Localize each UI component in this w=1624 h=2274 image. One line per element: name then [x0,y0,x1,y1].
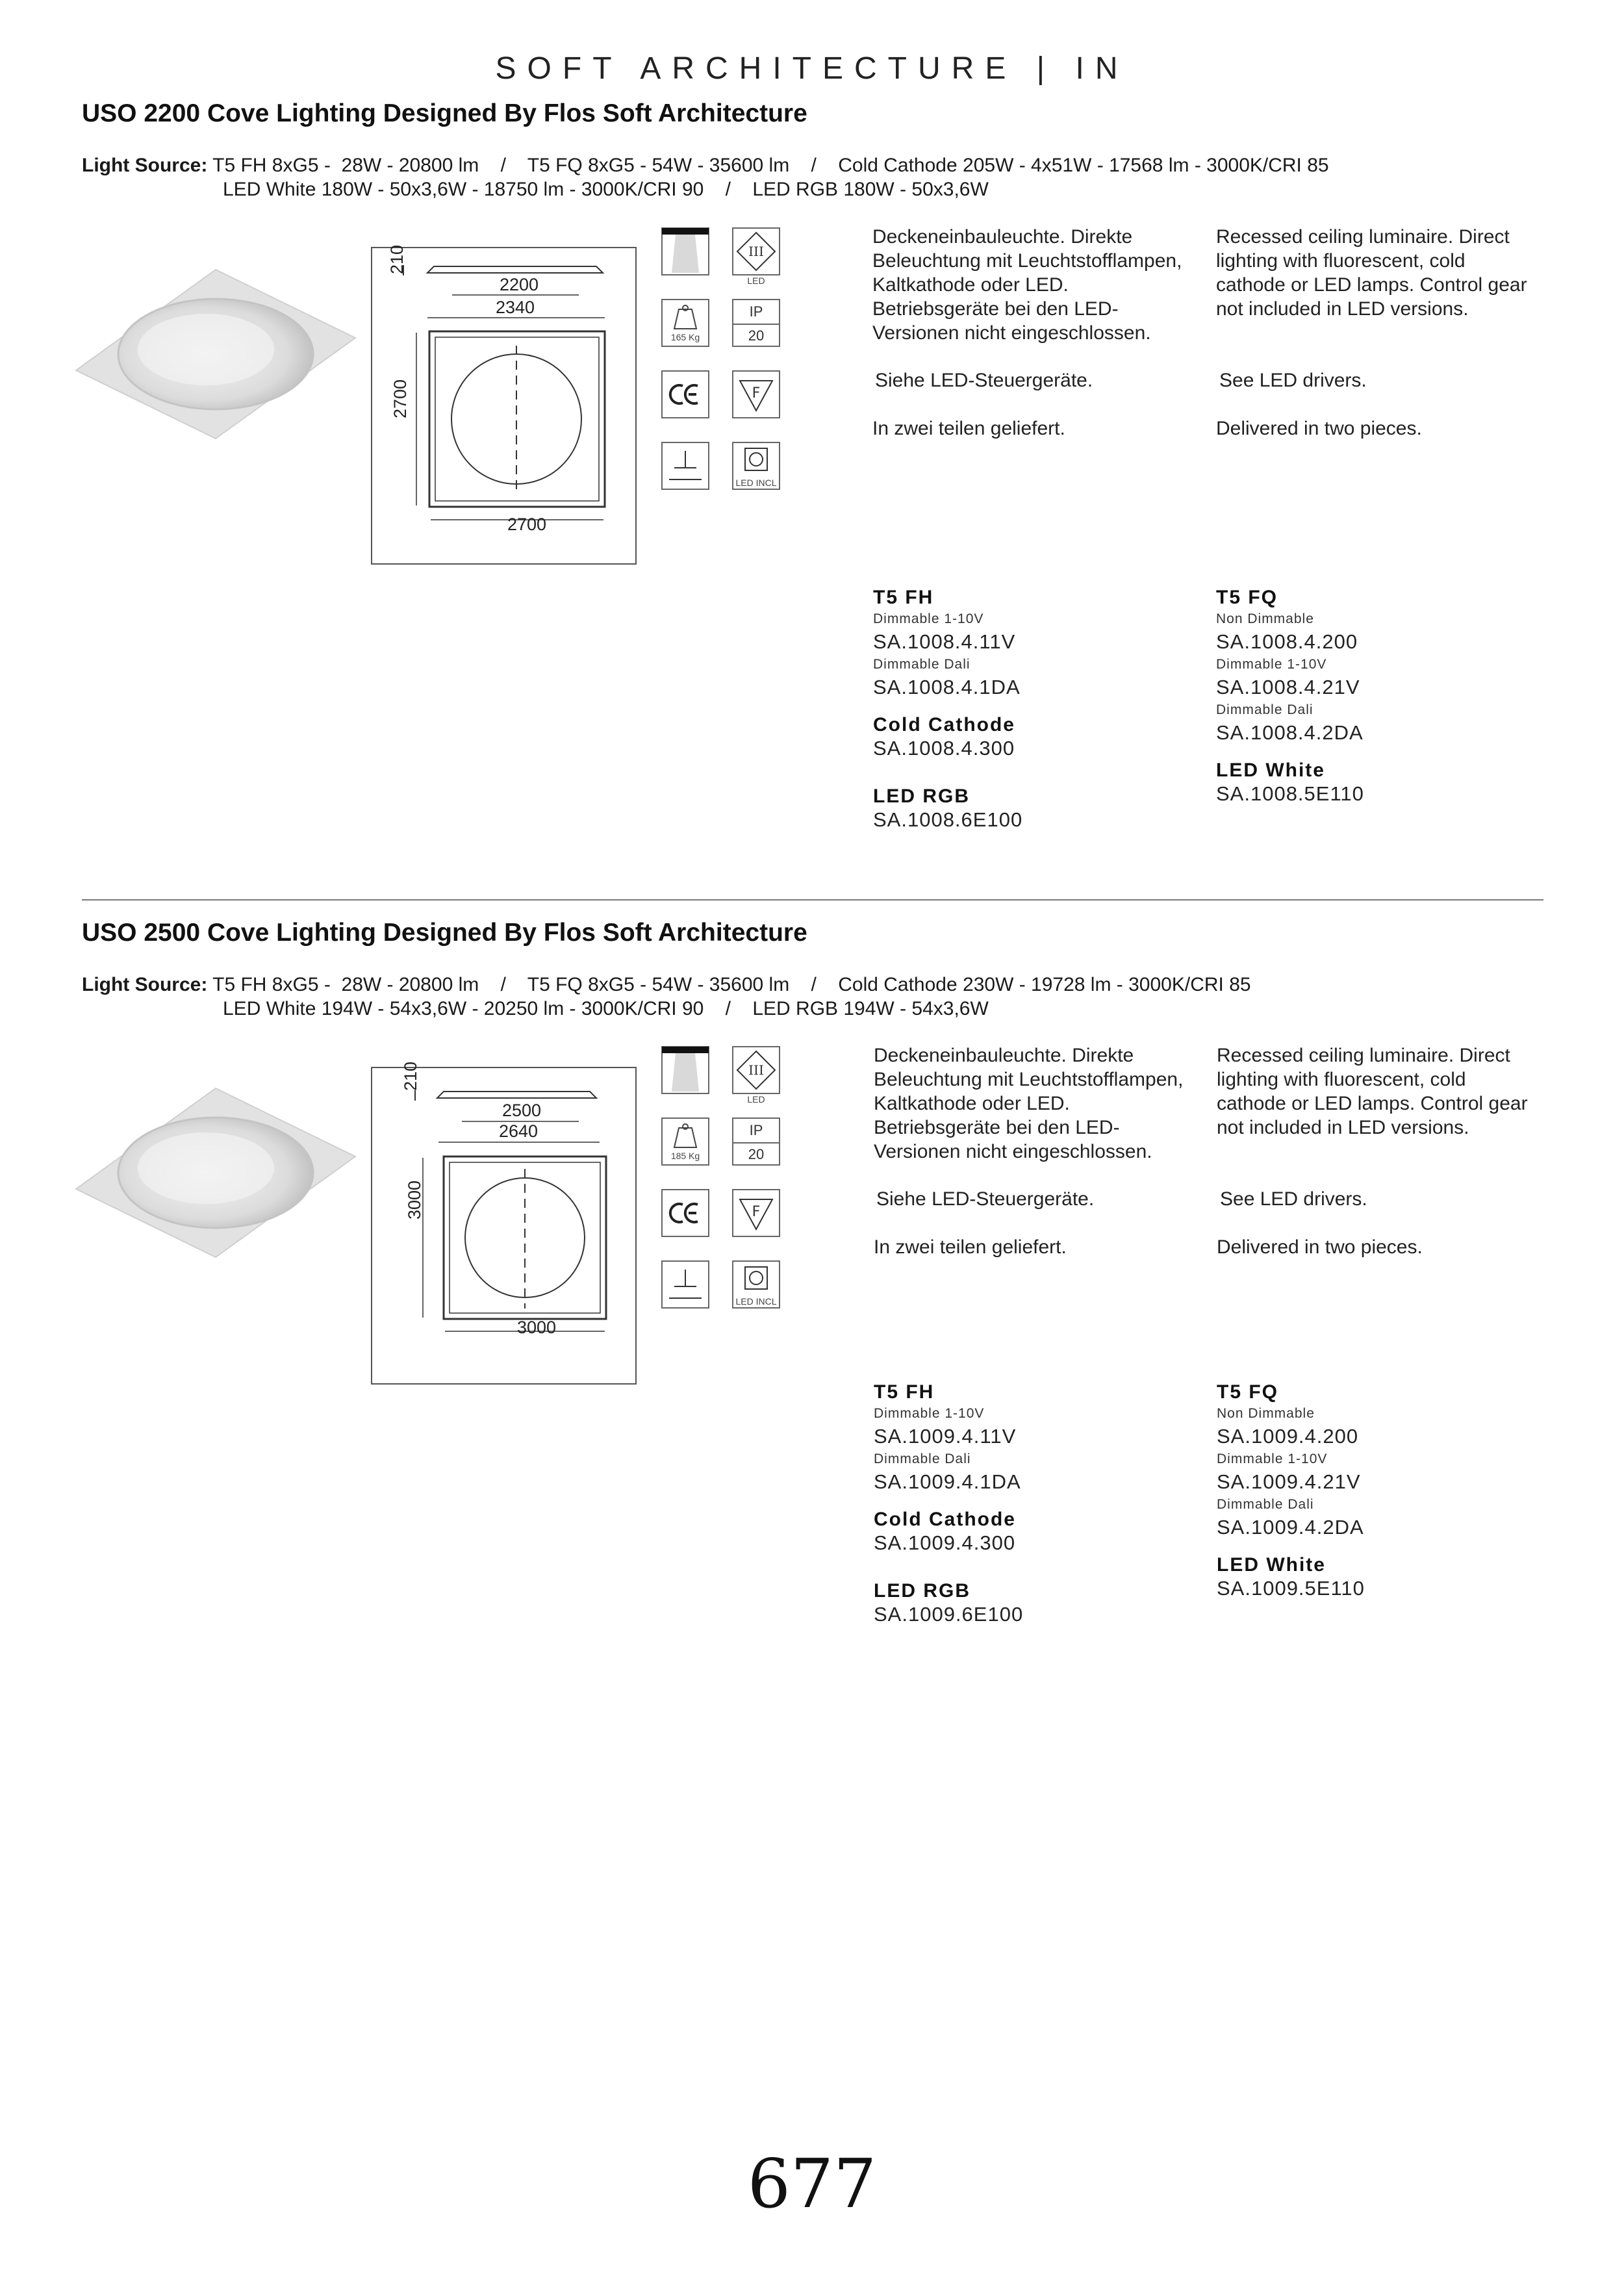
category-title: LED RGB [874,1580,971,1602]
codes-left [874,1381,1199,1626]
light-source [82,973,1576,1021]
product-photo [73,1085,359,1260]
description-line: Deckeneinbauleuchte. Direkte [872,226,1133,248]
product-code: SA.1008.4.2DA [1216,721,1364,744]
description-line: Beleuchtung mit Leuchtstofflampen, [872,250,1182,272]
weight-label: 165 Kg [670,332,700,342]
f-mark-icon [732,370,780,418]
product-code: SA.1009.4.200 [1217,1425,1359,1448]
description-de [872,225,1210,441]
description-line: lighting with fluorescent, cold [1216,250,1465,272]
product-code: SA.1008.4.21V [1216,676,1360,698]
product-code: SA.1009.4.21V [1217,1470,1361,1493]
category-title: LED White [1216,760,1325,781]
dimension-height: 210 [401,1061,420,1091]
light-source [82,153,1576,201]
dimension-outer: 2340 [496,298,535,317]
delivery-note: In zwei teilen geliefert. [874,1236,1067,1258]
description-line: Kaltkathode oder LED. [874,1093,1070,1114]
ground-icon [661,442,709,490]
category-title: Cold Cathode [873,714,1015,735]
led-strip-icon [661,227,709,275]
class-iii-icon [732,227,780,275]
ip-rating-icon [732,1118,780,1166]
codes-right [1216,586,1541,806]
light-source-line: T5 FH 8xG5 - 28W - 20800 lm / T5 FQ 8xG5 - 54W - 35600 lm / Cold Cathode 205W - 4x51W - 17568 lm - 3000K/CRI 85 [212,155,1329,176]
dimension-side: 2700 [390,379,410,418]
product-title: USO 2500 Cove Lighting Designed By Flos Soft Architecture [82,919,807,947]
description-line: Deckeneinbauleuchte. Direkte [874,1045,1134,1066]
svg-text:III: III [748,1062,764,1078]
category-subtitle: Non Dimmable [1217,1406,1315,1421]
description-en [1217,1043,1554,1259]
ip-label: IP [733,1119,779,1143]
svg-text:III: III [748,244,764,259]
description-line: Kaltkathode oder LED. [872,274,1069,296]
led-label: LED [747,275,765,286]
category-title: T5 FH [874,1381,935,1403]
technical-drawing [371,1061,637,1385]
product-code: SA.1008.4.200 [1216,630,1358,653]
product-code: SA.1009.4.1DA [874,1470,1021,1493]
delivery-note: In zwei teilen geliefert. [872,418,1065,439]
codes-right [1217,1381,1542,1600]
description-line: cathode or LED lamps. Control gear [1216,274,1527,296]
dimension-inner: 2500 [502,1101,542,1120]
description-line: not included in LED versions. [1216,298,1469,320]
product-code: SA.1009.4.300 [874,1531,1016,1554]
drivers-note: Siehe LED-Steuergeräte. [875,370,1093,391]
product-photo [73,266,359,442]
delivery-note: Delivered in two pieces. [1216,418,1422,439]
dimension-height: 210 [387,244,407,274]
description-line: Versionen nicht eingeschlossen. [872,322,1151,344]
category-title: LED RGB [873,786,970,807]
light-source-line: LED White 180W - 50x3,6W - 18750 lm - 3000K/CRI 90 / LED RGB 180W - 50x3,6W [223,179,989,200]
weight-label: 185 Kg [670,1151,700,1161]
led-strip-icon [661,1046,709,1094]
f-mark-icon [732,1189,780,1237]
description-line: cathode or LED lamps. Control gear [1217,1093,1528,1114]
product-code: SA.1008.5E110 [1216,782,1364,805]
category-subtitle: Dimmable Dali [874,1451,971,1466]
category-subtitle: Dimmable 1-10V [874,1406,985,1421]
description-en [1216,225,1554,441]
dimension-bottom: 2700 [507,515,547,534]
category-subtitle: Dimmable Dali [873,657,971,672]
page-header: SOFT ARCHITECTURE | IN [495,51,1129,86]
codes-left [873,586,1198,832]
svg-text:F: F [752,385,761,402]
description-line: Beleuchtung mit Leuchtstofflampen, [874,1069,1184,1090]
ce-mark-icon [661,1189,709,1237]
product-title: USO 2200 Cove Lighting Designed By Flos Soft Architecture [82,99,807,127]
ce-mark-icon [661,370,709,418]
product-code: SA.1008.4.300 [873,737,1015,760]
section-divider [82,899,1543,901]
svg-text:F: F [752,1204,761,1220]
dimension-side: 3000 [405,1180,424,1220]
ground-icon [661,1260,709,1309]
product-code: SA.1009.4.2DA [1217,1516,1364,1539]
category-subtitle: Dimmable Dali [1216,702,1313,717]
product-code: SA.1009.6E100 [874,1603,1024,1626]
category-subtitle: Non Dimmable [1216,611,1314,626]
light-source-label: Light Source: [82,974,208,995]
category-subtitle: Dimmable 1-10V [1217,1451,1328,1466]
description-line: Versionen nicht eingeschlossen. [874,1141,1152,1162]
technical-drawing [371,244,637,565]
drivers-note: See LED drivers. [1220,1188,1367,1210]
product-code: SA.1008.6E100 [873,808,1023,831]
dimension-outer: 2640 [499,1121,539,1141]
ip-value: 20 [748,327,765,344]
description-de [874,1043,1212,1259]
product-code: SA.1008.4.11V [873,630,1016,653]
ip-label: IP [733,300,779,325]
category-title: LED White [1217,1554,1326,1576]
description-line: lighting with fluorescent, cold [1217,1069,1466,1090]
description-line: Recessed ceiling luminaire. Direct [1217,1045,1510,1066]
dimension-bottom: 3000 [517,1318,557,1337]
category-subtitle: Dimmable Dali [1217,1497,1314,1512]
description-line: not included in LED versions. [1217,1117,1469,1138]
delivery-note: Delivered in two pieces. [1217,1236,1423,1258]
product-code: SA.1009.4.11V [874,1425,1017,1448]
light-source-label: Light Source: [82,155,208,176]
product-code: SA.1009.5E110 [1217,1577,1365,1600]
ip-rating-icon [732,299,780,347]
drivers-note: See LED drivers. [1219,370,1367,391]
product-code: SA.1008.4.1DA [873,676,1021,698]
class-iii-icon [732,1046,780,1094]
light-source-line: T5 FH 8xG5 - 28W - 20800 lm / T5 FQ 8xG5 - 54W - 35600 lm / Cold Cathode 230W - 19728 lm - 3000K/CRI 85 [212,974,1251,995]
ip-value: 20 [748,1146,765,1162]
drivers-note: Siehe LED-Steuergeräte. [876,1188,1095,1210]
led-incl-label: LED INCL [735,478,777,488]
category-subtitle: Dimmable 1-10V [1216,657,1327,672]
category-title: T5 FQ [1216,587,1278,608]
category-subtitle: Dimmable 1-10V [873,611,984,626]
description-line: Betriebsgeräte bei den LED- [874,1117,1120,1138]
led-label: LED [747,1094,765,1105]
description-line: Betriebsgeräte bei den LED- [872,298,1119,320]
category-title: Cold Cathode [874,1509,1016,1530]
category-title: T5 FQ [1217,1381,1279,1403]
page-number: 677 [747,2144,877,2223]
dimension-inner: 2200 [500,275,539,294]
light-source-line: LED White 194W - 54x3,6W - 20250 lm - 3000K/CRI 90 / LED RGB 194W - 54x3,6W [223,998,989,1019]
description-line: Recessed ceiling luminaire. Direct [1216,226,1510,248]
led-incl-label: LED INCL [735,1296,777,1307]
category-title: T5 FH [873,587,934,608]
